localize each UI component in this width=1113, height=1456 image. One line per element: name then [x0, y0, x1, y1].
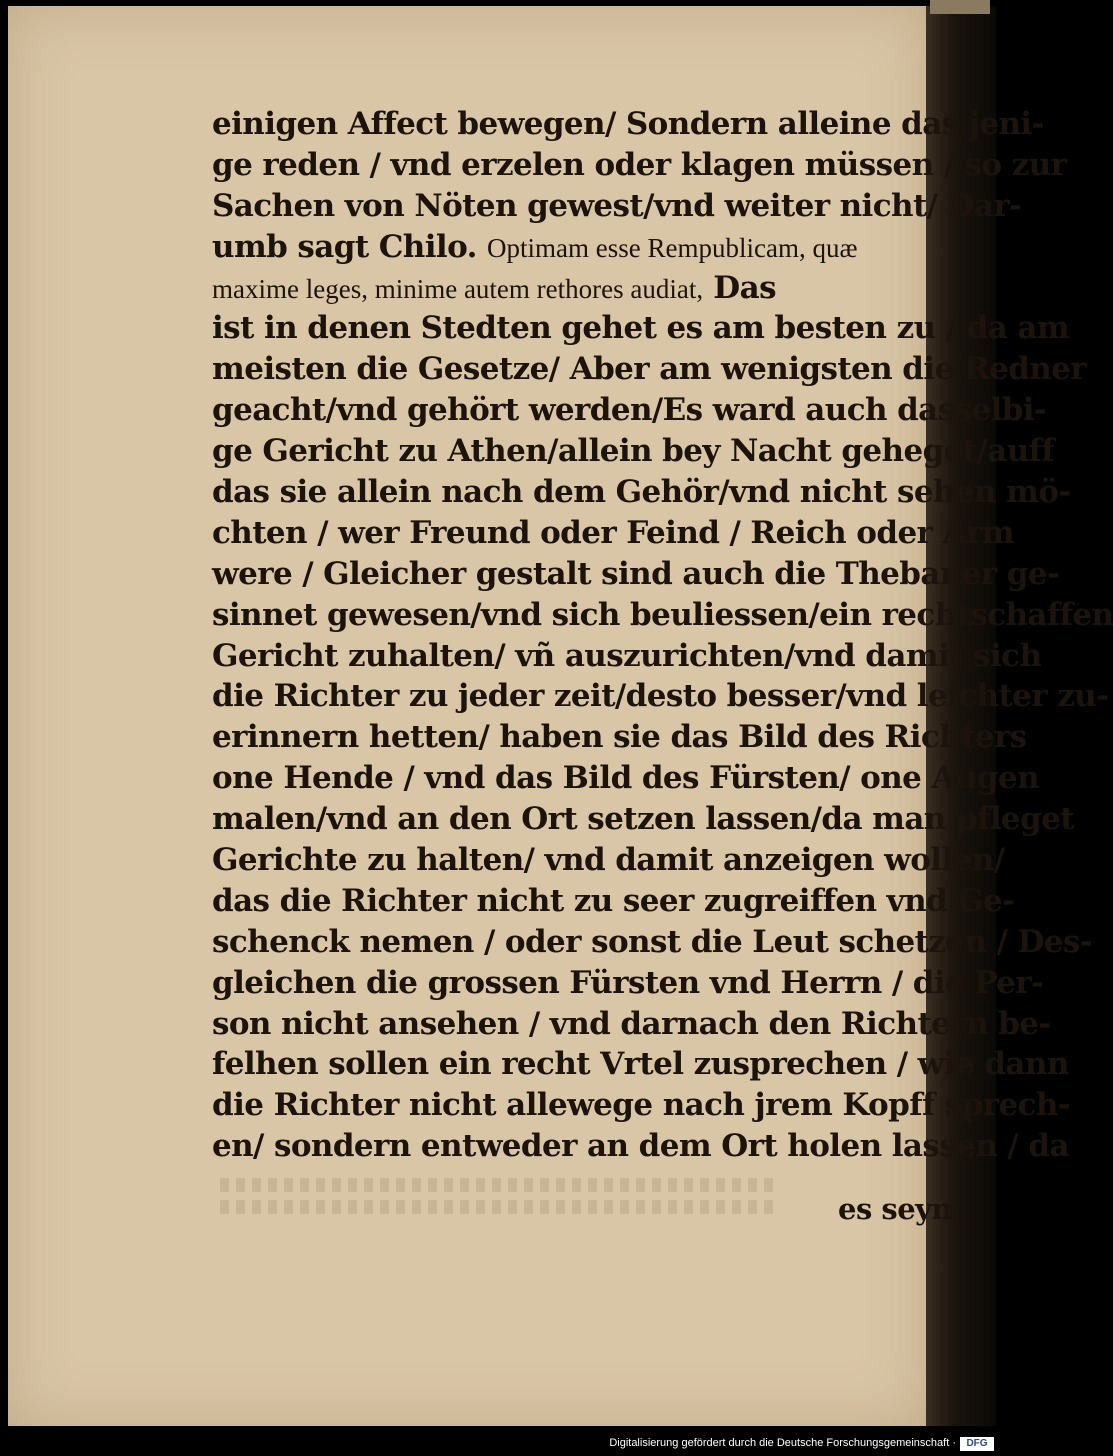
body-text	[212, 104, 1113, 1167]
line-text: were / Gleicher gestalt sind auch die Thebaner ge‐	[212, 555, 1060, 592]
text-line	[212, 186, 1022, 227]
line-text: die Richter nicht allewege nach jrem Kopff sprech‐	[212, 1087, 1071, 1124]
footer-credit: Digitalisierung gefördert durch die Deutsche Forschungsgemeinschaft ·	[609, 1437, 956, 1449]
text-line	[212, 1004, 1051, 1045]
text-line	[212, 922, 1093, 963]
line-text: malen/vnd an den Ort setzen lassen/da man pfleget	[212, 801, 1074, 838]
line-text: das sie allein nach dem Gehör/vnd nicht sehen mö‐	[212, 474, 1071, 511]
line-text: Gerichte zu halten/ vnd damit anzeigen wollen/	[212, 842, 1005, 879]
line-text: meisten die Gesetze/ Aber am wenigsten die Redner	[212, 351, 1087, 388]
line-text: en/ sondern entweder an dem Ort holen lassen / da	[212, 1128, 1069, 1165]
text-line	[212, 145, 1067, 186]
footer-bar	[0, 1434, 1000, 1456]
text-line	[212, 758, 1040, 799]
text-line	[212, 349, 1087, 390]
line-text: das die Richter nicht zu seer zugreiffen vnd Ge‐	[212, 882, 1015, 919]
line-text: geacht/vnd gehört werden/Es ward auch dasselbi‐	[212, 392, 1047, 429]
latin-quote: Optimam esse Rempublicam, quæ	[487, 232, 858, 263]
text-line	[212, 104, 1044, 145]
line-text: Gericht zuhalten/ vñ auszurichten/vnd damit sich	[212, 637, 1042, 674]
line-text: gleichen die grossen Fürsten vnd Herrn / die Per‐	[212, 964, 1044, 1001]
show-through-text	[220, 1178, 780, 1228]
text-line	[212, 636, 1042, 677]
text-line	[212, 595, 1113, 636]
line-text: felhen sollen ein recht Vrtel zusprechen / wie dann	[212, 1046, 1069, 1083]
dfg-logo: DFG	[960, 1437, 994, 1451]
text-line	[212, 513, 1014, 554]
line-text: chten / wer Freund oder Feind / Reich oder Arm	[212, 514, 1014, 551]
line-text: erinnern hetten/ haben sie das Bild des Richters	[212, 719, 1027, 756]
text-line	[212, 390, 1047, 431]
text-line	[212, 840, 1005, 881]
text-line	[212, 1044, 1069, 1085]
text-line	[212, 881, 1015, 922]
line-text: Das	[713, 269, 776, 306]
text-line	[212, 799, 1074, 840]
text-line	[212, 1085, 1071, 1126]
text-line	[212, 431, 1055, 472]
line-text: einigen Affect bewegen/ Sondern alleine das jeni‐	[212, 106, 1044, 142]
text-line	[212, 308, 1070, 349]
line-text: sinnet gewesen/vnd sich beuliessen/ein rechtschaffen	[212, 596, 1113, 633]
text-line	[212, 963, 1044, 1004]
scan-edge-strip	[930, 0, 990, 14]
line-text: one Hende / vnd das Bild des Fürsten/ one Augen	[212, 760, 1040, 797]
line-text: ge Gericht zu Athen/allein bey Nacht geheget/auff	[212, 433, 1055, 470]
text-line	[212, 1126, 1069, 1167]
text-line	[212, 472, 1071, 513]
line-text: die Richter zu jeder zeit/desto besser/vnd leichter zu‐	[212, 678, 1109, 715]
text-line	[212, 717, 1027, 758]
latin-quote: maxime leges, minime autem rethores audiat,	[212, 273, 704, 304]
line-text: Sachen von Nöten gewest/vnd weiter nicht/ Dar‐	[212, 187, 1022, 224]
line-text: umb sagt Chilo.	[212, 228, 477, 265]
show-through-line	[220, 1200, 780, 1214]
text-line	[212, 676, 1109, 717]
text-line	[212, 227, 942, 268]
text-line	[212, 268, 942, 309]
line-text: son nicht ansehen / vnd darnach den Richtern be‐	[212, 1005, 1051, 1042]
catchword: es seyn.	[838, 1192, 962, 1226]
line-text: ge reden / vnd erzelen oder klagen müssen / so zur	[212, 146, 1067, 183]
show-through-line	[220, 1178, 780, 1192]
line-text: ist in denen Stedten gehet es am besten zu / da am	[212, 310, 1070, 347]
text-line	[212, 554, 1060, 595]
line-text: schenck nemen / oder sonst die Leut schetzen / Des‐	[212, 923, 1093, 960]
